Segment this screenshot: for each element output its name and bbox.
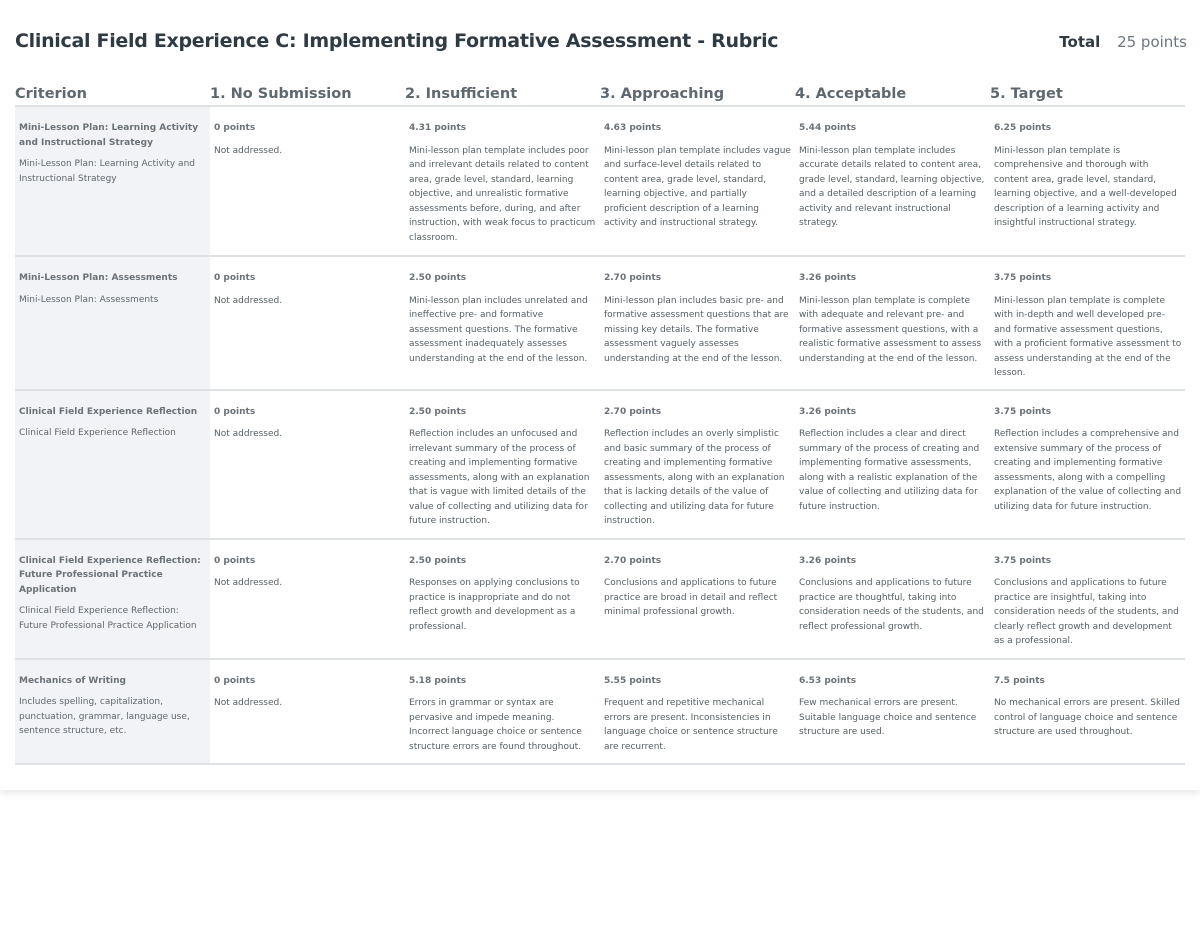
rating-cell [600, 106, 795, 256]
rating-points: 0 points [214, 273, 256, 283]
rating-points: 0 points [214, 123, 256, 133]
rating-description: Responses on applying conclusions to practice is inappropriate and do not reflect growth and development as a professional. [409, 578, 580, 632]
rating-description: Not addressed. [214, 295, 283, 306]
column-header-target: 5. Target [990, 84, 1185, 106]
rating-description: Reflection includes a comprehensive and extensive summary of the process of creating and implementing formative assessments, along with a compelling explanation of the value of collecting and utilizing data for future instruction. [994, 429, 1182, 512]
rating-points: 5.44 points [799, 123, 857, 133]
criterion-description: Mini-Lesson Plan: Assessments [19, 294, 159, 305]
rating-description: Mini-lesson plan template includes poor and irrelevant details related to content area, grade level, standard, learning objective, and unrealistic formative assessments before, during, and after instruction, with weak focus to practicum classroom. [409, 145, 596, 243]
criterion-cell [15, 659, 210, 764]
column-header-criterion: Criterion [15, 84, 210, 106]
rating-points: 5.55 points [604, 675, 662, 686]
criterion-description: Clinical Field Experience Reflection [19, 428, 176, 438]
rating-points: 6.53 points [799, 675, 857, 686]
criterion-name: Mini-Lesson Plan: Learning Activity and Instructional Strategy [19, 123, 199, 148]
rating-points: 2.70 points [604, 406, 662, 417]
rating-cell [210, 539, 405, 659]
criterion-name: Mini-Lesson Plan: Assessments [19, 273, 178, 283]
rating-description: Mini-lesson plan template includes accurate details related to content area, grade level, standard, learning objective, and a detailed description of a learning activity and relevant instructional strategy. [799, 145, 985, 228]
rating-description: Reflection includes an overly simplistic and basic summary of the process of creating and implementing formative assessments, along with an explanation that is lacking details of the value of collecting and utilizing data for future instruction. [604, 429, 785, 526]
rating-points: 3.75 points [994, 555, 1052, 566]
rating-description: Not addressed. [214, 578, 283, 588]
rating-cell [795, 106, 990, 256]
rating-description: Few mechanical errors are present. Suitable language choice and sentence structure are used. [799, 698, 977, 737]
rating-cell [795, 256, 990, 390]
rating-cell [600, 659, 795, 764]
column-header-approaching: 3. Approaching [600, 84, 795, 106]
rubric-header [15, 30, 1187, 60]
rating-points: 2.50 points [409, 273, 467, 283]
rating-description: Mini-lesson plan template is complete with adequate and relevant pre- and formative assessment questions, with a realistic formative assessment to assess understanding at the end of the lesson. [799, 295, 982, 364]
criterion-description: Clinical Field Experience Reflection: Future Professional Practice Application [19, 606, 197, 631]
criterion-cell [15, 106, 210, 256]
rating-description: Mini-lesson plan template is complete with in-depth and well developed pre- and formative assessment questions, with a proficient formative assessment to assess understanding at the end of the lesson. [994, 295, 1182, 378]
criterion-name: Clinical Field Experience Reflection [19, 406, 198, 417]
rating-cell [210, 390, 405, 539]
rating-points: 0 points [214, 555, 256, 566]
rating-points: 4.31 points [409, 123, 467, 133]
criterion-name: Mechanics of Writing [19, 675, 126, 686]
rating-cell [405, 256, 600, 390]
rating-cell [795, 539, 990, 659]
rating-points: 3.26 points [799, 273, 857, 283]
table-row [15, 256, 1185, 390]
rating-points: 3.75 points [994, 273, 1052, 283]
rating-cell [600, 539, 795, 659]
rating-cell [405, 659, 600, 764]
rating-cell [405, 390, 600, 539]
table-row [15, 659, 1185, 764]
rating-description: Not addressed. [214, 698, 283, 708]
rating-cell [405, 539, 600, 659]
table-row [15, 390, 1185, 539]
rating-points: 6.25 points [994, 123, 1052, 133]
rating-description: Mini-lesson plan includes basic pre- and formative assessment questions that are missing key details. The formative assessment vaguely assesses understanding at the end of the lesson. [604, 295, 789, 364]
rating-cell [210, 256, 405, 390]
rating-description: Conclusions and applications to future practice are insightful, taking into consideration needs of the students, and clearly reflect growth and development as a professional. [994, 578, 1179, 646]
rating-description: No mechanical errors are present. Skilled control of language choice and sentence structure are used throughout. [994, 698, 1180, 737]
rating-points: 4.63 points [604, 123, 662, 133]
criterion-cell [15, 256, 210, 390]
rubric-header-row [15, 84, 1185, 106]
rating-description: Not addressed. [214, 145, 283, 156]
rating-points: 2.70 points [604, 273, 662, 283]
column-header-no-submission: 1. No Submission [210, 84, 405, 106]
rubric-table [15, 84, 1185, 765]
rating-cell [600, 390, 795, 539]
rating-cell [990, 659, 1185, 764]
rating-description: Conclusions and applications to future practice are broad in detail and reflect minimal professional growth. [604, 578, 778, 617]
rating-points: 7.5 points [994, 675, 1045, 686]
rating-description: Mini-lesson plan template includes vague and surface-level details related to content area, grade level, standard, learning objective, and partially proficient description of a learning activity and instructional strategy. [604, 145, 791, 228]
rating-cell [210, 659, 405, 764]
criterion-description: Includes spelling, capitalization, punctuation, grammar, language use, sentence structure, etc. [19, 697, 190, 736]
rating-points: 2.70 points [604, 555, 662, 566]
criterion-name: Clinical Field Experience Reflection: Future Professional Practice Application [19, 555, 201, 595]
rating-description: Mini-lesson plan includes unrelated and ineffective pre- and formative assessment questions. The formative assessment inadequately assesses understanding at the end of the lesson. [409, 295, 588, 364]
table-row [15, 106, 1185, 256]
criterion-cell [15, 539, 210, 659]
rating-cell [990, 256, 1185, 390]
rubric-total [1059, 33, 1187, 51]
rubric-title: Clinical Field Experience C: Implementing Formative Assessment - Rubric [15, 30, 779, 52]
rating-cell [210, 106, 405, 256]
column-header-insufficient: 2. Insufficient [405, 84, 600, 106]
rating-points: 0 points [214, 406, 256, 417]
criterion-description: Mini-Lesson Plan: Learning Activity and Instructional Strategy [19, 159, 195, 184]
rating-points: 3.26 points [799, 406, 857, 417]
total-label: Total [1059, 33, 1101, 51]
table-row [15, 539, 1185, 659]
rating-cell [600, 256, 795, 390]
rating-description: Reflection includes an unfocused and irrelevant summary of the process of creating and implementing formative assessments, along with an explanation that is vague with limited details of the value of collecting and utilizing data for future instruction. [409, 429, 590, 526]
rating-description: Errors in grammar or syntax are pervasive and impede meaning. Incorrect language choice or sentence structure errors are found throughout. [409, 698, 582, 752]
rating-cell [990, 390, 1185, 539]
rating-points: 3.75 points [994, 406, 1052, 417]
rating-cell [795, 390, 990, 539]
rating-cell [795, 659, 990, 764]
criterion-cell [15, 390, 210, 539]
total-value: 25 points [1117, 33, 1187, 51]
rating-points: 3.26 points [799, 555, 857, 566]
rating-description: Conclusions and applications to future practice are thoughtful, taking into consideration needs of the students, and reflect professional growth. [799, 578, 984, 632]
rating-description: Mini-lesson plan template is comprehensive and thorough with content area, grade level, standard, learning objective, and a well-developed description of a learning activity and insightful instructional strategy. [994, 145, 1177, 228]
rating-description: Reflection includes a clear and direct summary of the process of creating and implementing formative assessments, along with a realistic explanation of the value of collecting and utilizing data for future instruction. [799, 429, 980, 512]
rating-cell [405, 106, 600, 256]
rating-cell [990, 539, 1185, 659]
rating-points: 0 points [214, 675, 256, 686]
rating-points: 2.50 points [409, 555, 467, 566]
rating-description: Frequent and repetitive mechanical errors are present. Inconsistencies in language choice or sentence structure are recurrent. [604, 698, 778, 752]
column-header-acceptable: 4. Acceptable [795, 84, 990, 106]
rating-description: Not addressed. [214, 429, 283, 439]
rating-points: 2.50 points [409, 406, 467, 417]
rating-cell [990, 106, 1185, 256]
rating-points: 5.18 points [409, 675, 467, 686]
